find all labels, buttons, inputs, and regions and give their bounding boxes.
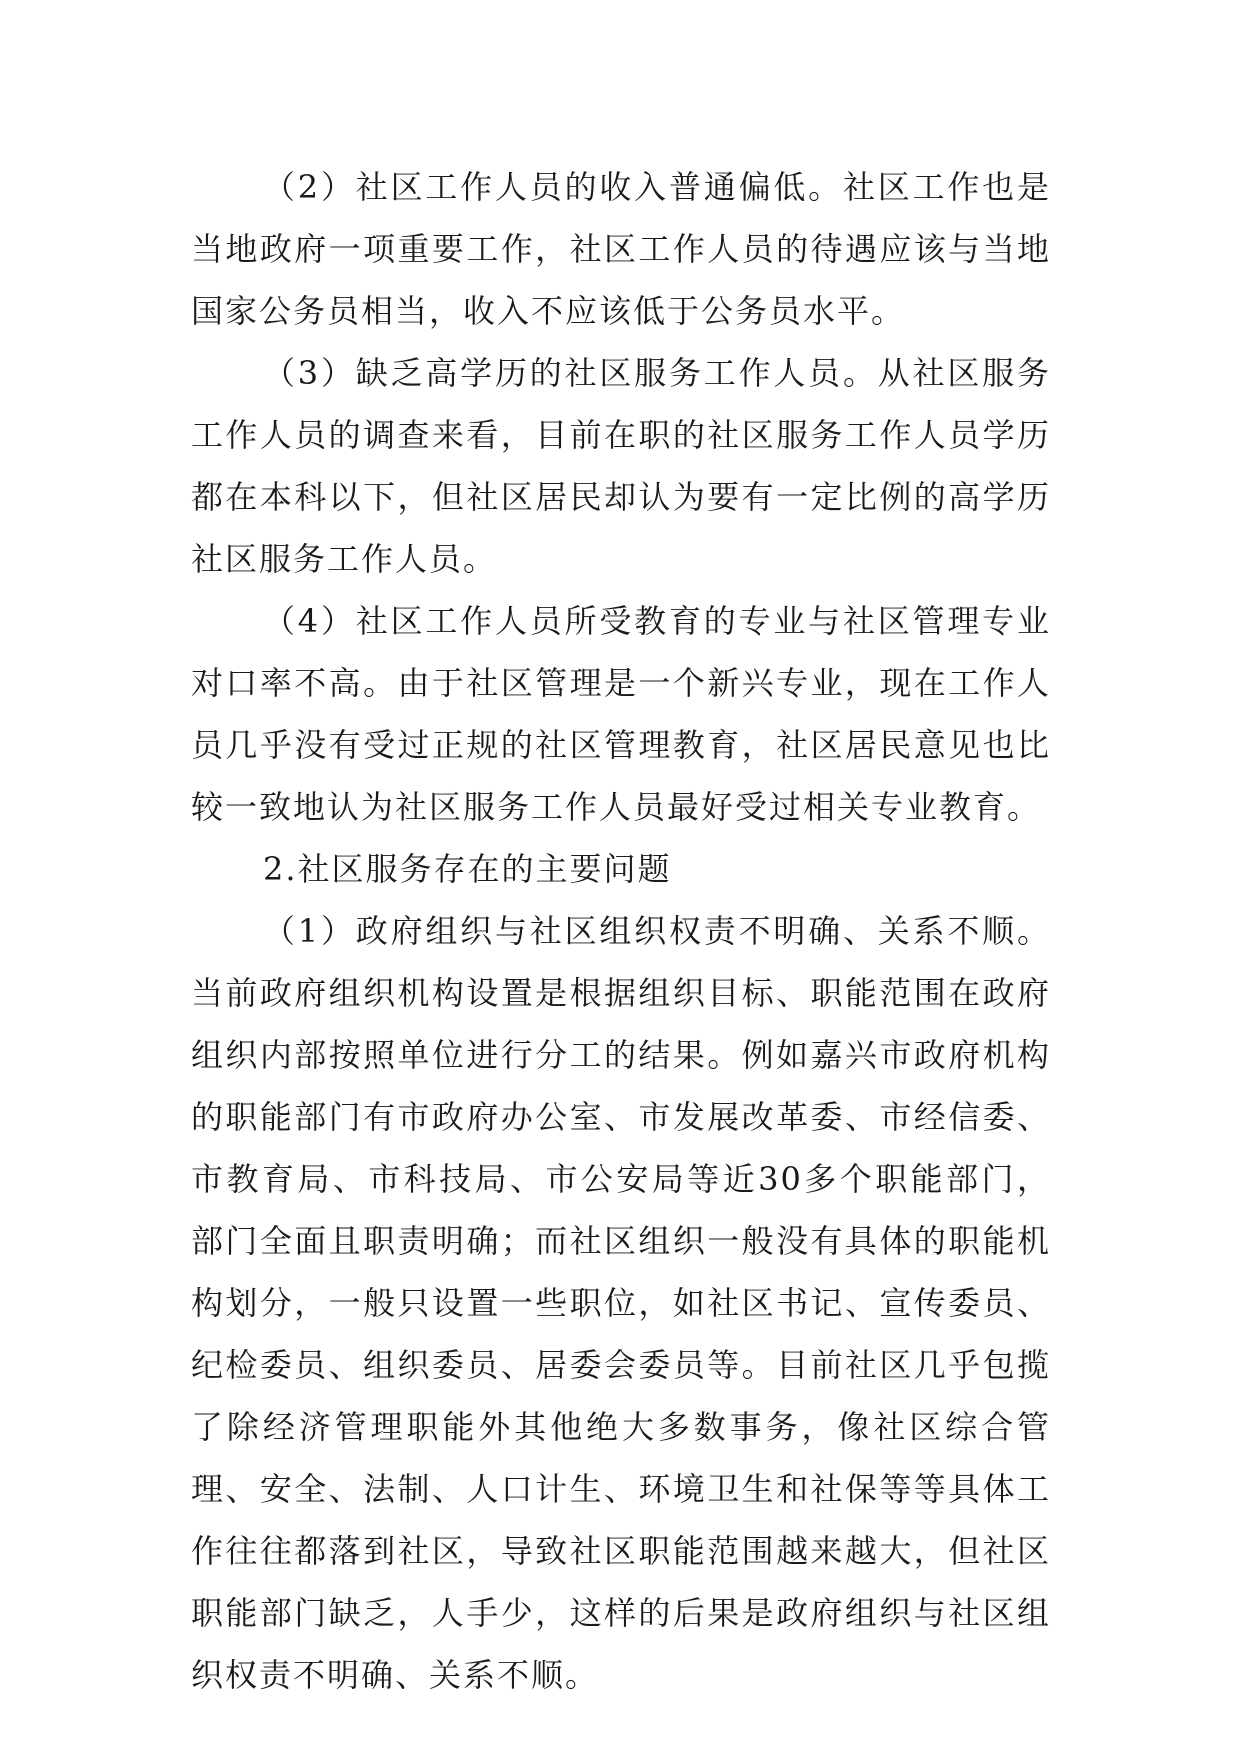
section-heading: 2.社区服务存在的主要问题 <box>263 850 672 888</box>
paragraph-item-4-major: （4）社区工作人员所受教育的专业与社区管理专业对口率不高。由于社区管理是一个新兴专业，现在工作人员几乎没有受过正规的社区管理教育，社区居民意见也比较一致地认为社区服务工作人员最好受过相关专业教育。 <box>191 602 1051 826</box>
paragraph-item-3-education: （3）缺乏高学历的社区服务工作人员。从社区服务工作人员的调查来看，目前在职的社区服务工作人员学历都在本科以下，但社区居民却认为要有一定比例的高学历社区服务工作人员。 <box>191 354 1051 578</box>
paragraph-item-1-responsibility: （1）政府组织与社区组织权责不明确、关系不顺。当前政府组织机构设置是根据组织目标、职能范围在政府组织内部按照单位进行分工的结果。例如嘉兴市政府机构的职能部门有市政府办公室、市发展改革委、市经信委、市教育局、市科技局、市公安局等近30多个职能部门，部门全面且职责明确；而社区组织一般没有具体的职能机构划分，一般只设置一些职位，如社区书记、宣传委员、纪检委员、组织委员、居委会委员等。目前社区几乎包揽了除经济管理职能外其他绝大多数事务，像社区综合管理、安全、法制、人口计生、环境卫生和社保等等具体工作往往都落到社区，导致社区职能范围越来越大，但社区职能部门缺乏，人手少，这样的后果是政府组织与社区组织权责不明确、关系不顺。 <box>191 912 1051 1694</box>
paragraph-item-2-income: （2）社区工作人员的收入普通偏低。社区工作也是当地政府一项重要工作，社区工作人员的待遇应该与当地国家公务员相当，收入不应该低于公务员水平。 <box>191 168 1051 330</box>
document-body <box>191 156 1051 1706</box>
